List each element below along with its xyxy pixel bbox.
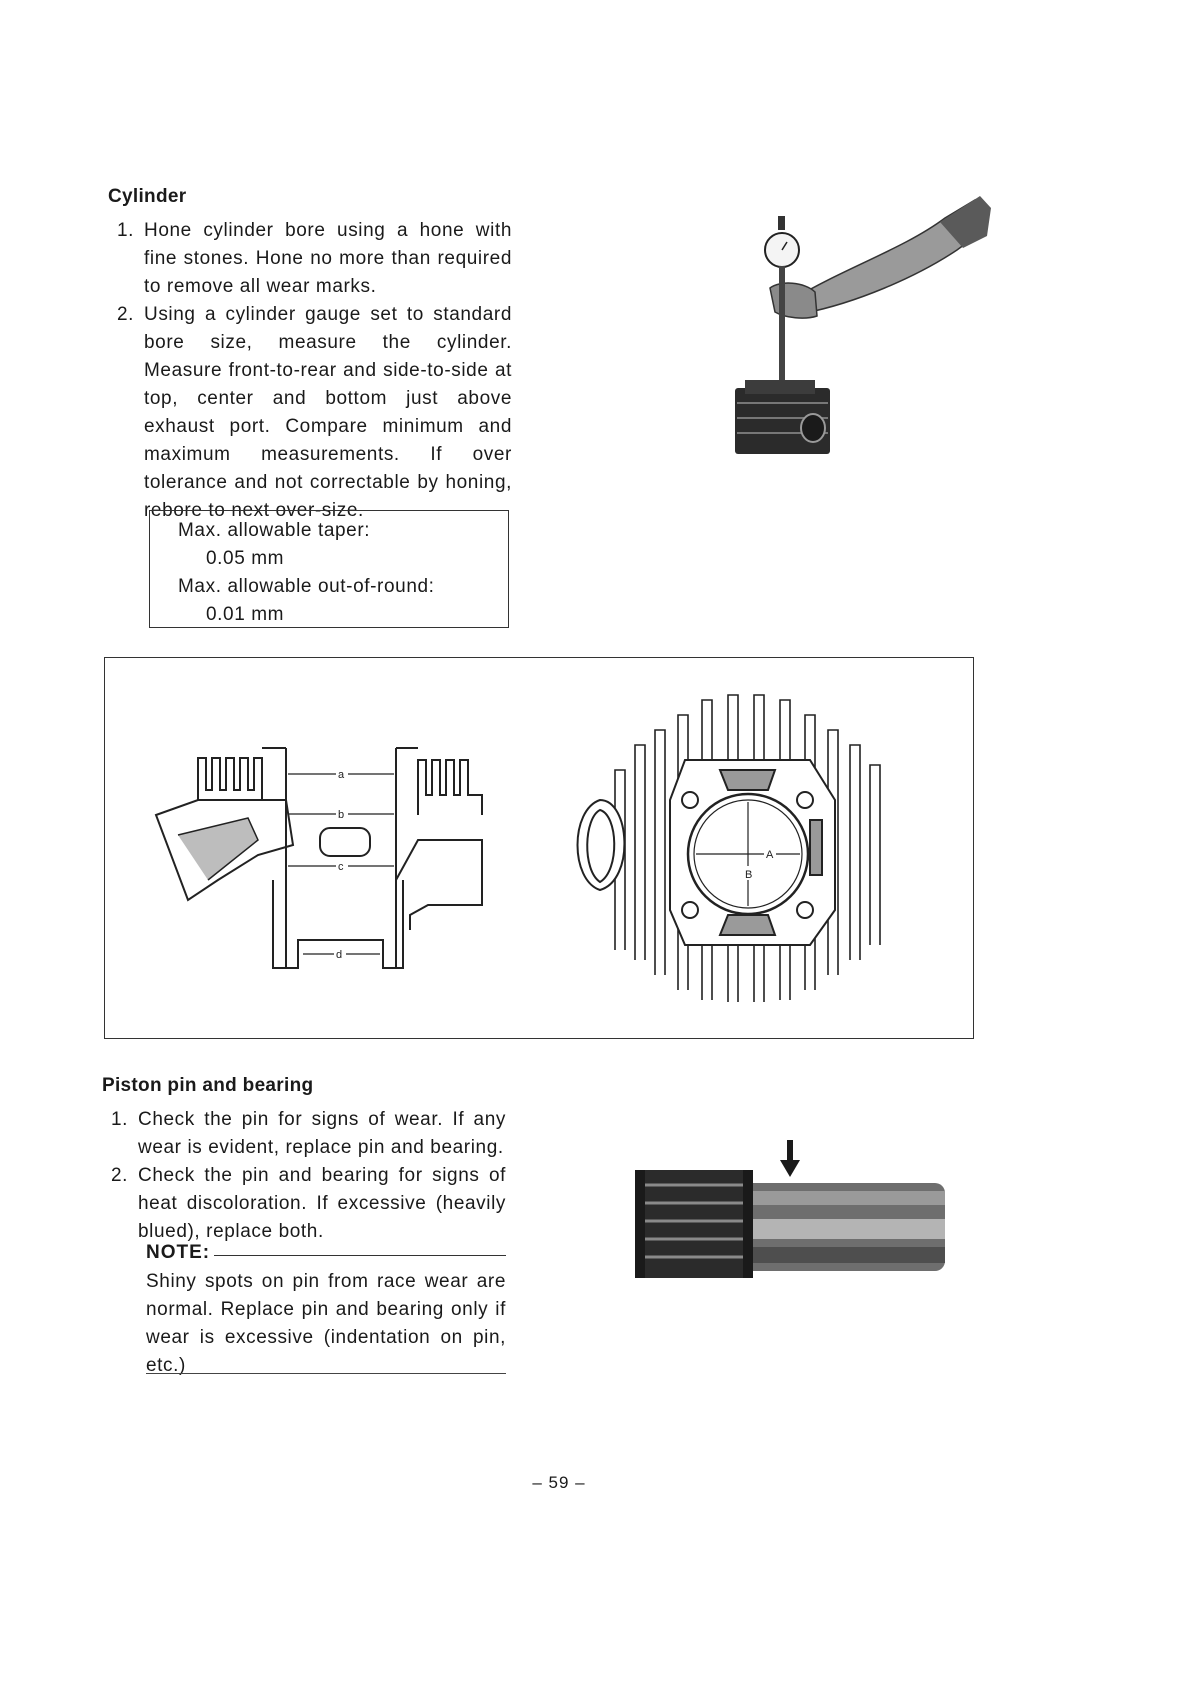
list-item (110, 217, 512, 301)
cylinder-heading: Cylinder (108, 186, 187, 207)
label-B: B (745, 869, 753, 881)
piston-pin-bearing-photo (630, 1135, 960, 1285)
note-bottom-rule (146, 1373, 506, 1374)
cylinder-gauge-photo (725, 188, 995, 468)
list-item (110, 301, 512, 525)
label-b: b (338, 809, 345, 821)
step-text: Check the pin and bearing for signs of heat discoloration. If excessive (heavily blued), replace both. (138, 1165, 506, 1242)
note-text: Shiny spots on pin from race wear are normal. Replace pin and bearing only if wear is excessive (indentation on pin, etc.) (146, 1271, 506, 1376)
label-d: d (336, 949, 343, 961)
piston-pin-heading: Piston pin and bearing (102, 1075, 314, 1096)
cylinder-top-view-diagram (560, 690, 905, 1010)
piston-pin-steps (104, 1106, 506, 1246)
cylinder-steps (110, 217, 512, 525)
label-a: a (338, 769, 345, 781)
step-text: Using a cylinder gauge set to standard bore size, measure the cylinder. Measure front-to-rear and side-to-side at top, center and bottom just above exhaust port. Compare minimum and maximum measurements. If over tolerance and not correctable by honing, rebore to next over-size. (144, 304, 512, 521)
list-item (104, 1162, 506, 1246)
step-number: 2. (110, 1165, 128, 1186)
step-text: Check the pin for signs of wear. If any wear is evident, replace pin and bearing. (138, 1109, 506, 1158)
step-number: 1. (110, 1109, 128, 1130)
out-of-round-value: 0.01 mm (206, 604, 285, 625)
label-A: A (766, 849, 774, 861)
note-rule (214, 1255, 506, 1256)
step-text: Hone cylinder bore using a hone with fine stones. Hone no more than required to remove all wear marks. (144, 220, 512, 297)
taper-label: Max. allowable taper: (178, 520, 371, 541)
label-c: c (338, 861, 344, 873)
page-number: – 59 – (532, 1473, 586, 1492)
list-item (104, 1106, 506, 1162)
taper-value: 0.05 mm (206, 548, 285, 569)
step-number: 1. (116, 220, 134, 241)
cylinder-cross-section-diagram (148, 740, 493, 975)
note-heading (146, 1242, 506, 1264)
spec-box (149, 510, 509, 628)
out-of-round-label: Max. allowable out-of-round: (178, 576, 435, 597)
step-number: 2. (116, 304, 134, 325)
note-label: NOTE: (146, 1242, 211, 1263)
